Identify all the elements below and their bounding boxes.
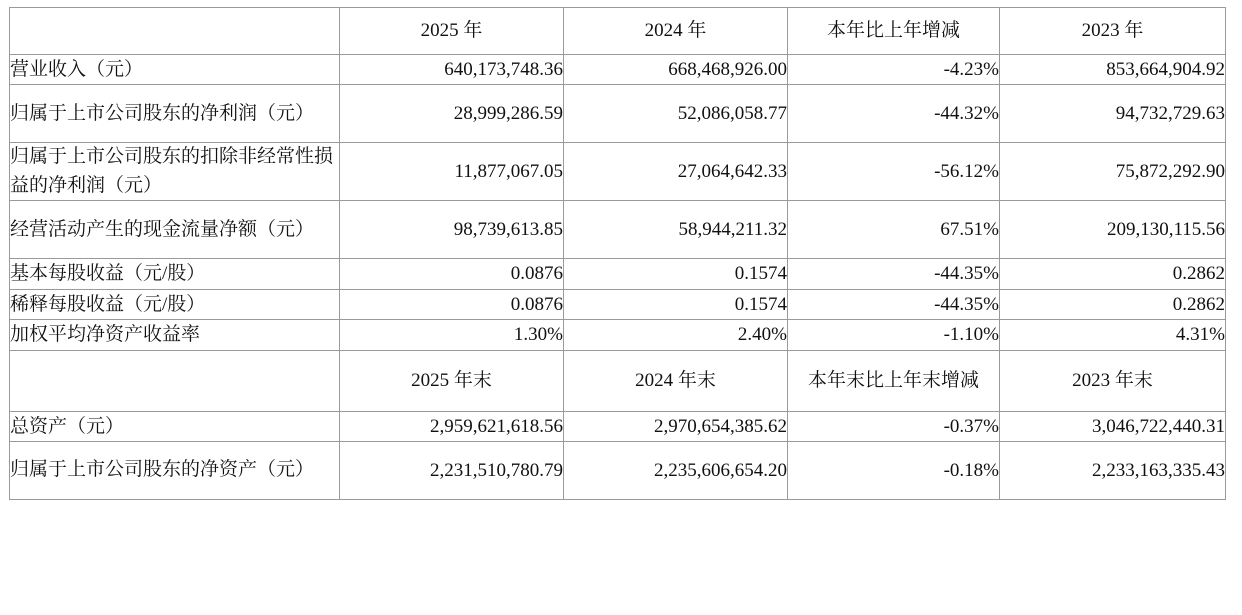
- cell-total-assets-2025: 2,959,621,618.56: [340, 411, 564, 441]
- mid-header-col-2023-end: 2023 年末: [1000, 350, 1226, 411]
- cell-revenue-2025: 640,173,748.36: [340, 55, 564, 85]
- mid-header-col-2025-end: 2025 年末: [340, 350, 564, 411]
- table-row: [10, 201, 1226, 259]
- cell-net-assets-2025: 2,231,510,780.79: [340, 442, 564, 500]
- cell-operating-cashflow-2025: 98,739,613.85: [340, 201, 564, 259]
- cell-net-profit-change: -44.32%: [788, 85, 1000, 143]
- cell-operating-cashflow-2023: 209,130,115.56: [1000, 201, 1226, 259]
- table-row: [10, 55, 1226, 85]
- cell-net-assets-2023: 2,233,163,335.43: [1000, 442, 1226, 500]
- row-label-revenue: 营业收入（元）: [10, 55, 340, 85]
- cell-total-assets-2024: 2,970,654,385.62: [564, 411, 788, 441]
- financial-summary-table: [9, 7, 1226, 500]
- cell-roe-change: -1.10%: [788, 320, 1000, 350]
- cell-roe-2025: 1.30%: [340, 320, 564, 350]
- cell-diluted-eps-2024: 0.1574: [564, 289, 788, 319]
- cell-net-profit-2025: 28,999,286.59: [340, 85, 564, 143]
- mid-header-col-change: 本年末比上年末增减: [788, 350, 1000, 411]
- cell-roe-2023: 4.31%: [1000, 320, 1226, 350]
- table-row: [10, 85, 1226, 143]
- table-header-row: [10, 8, 1226, 55]
- cell-total-assets-2023: 3,046,722,440.31: [1000, 411, 1226, 441]
- table-row: [10, 320, 1226, 350]
- table-row: [10, 143, 1226, 201]
- header-col-2025: 2025 年: [340, 8, 564, 55]
- mid-header-col-2024-end: 2024 年末: [564, 350, 788, 411]
- table-row: [10, 289, 1226, 319]
- cell-net-assets-2024: 2,235,606,654.20: [564, 442, 788, 500]
- cell-revenue-2024: 668,468,926.00: [564, 55, 788, 85]
- row-label-operating-cashflow: 经营活动产生的现金流量净额（元）: [10, 201, 340, 259]
- row-label-basic-eps: 基本每股收益（元/股）: [10, 259, 340, 289]
- header-col-2024: 2024 年: [564, 8, 788, 55]
- row-label-total-assets: 总资产（元）: [10, 411, 340, 441]
- cell-net-profit-excl-2024: 27,064,642.33: [564, 143, 788, 201]
- cell-diluted-eps-2023: 0.2862: [1000, 289, 1226, 319]
- cell-basic-eps-2025: 0.0876: [340, 259, 564, 289]
- cell-diluted-eps-2025: 0.0876: [340, 289, 564, 319]
- cell-revenue-2023: 853,664,904.92: [1000, 55, 1226, 85]
- mid-header-blank-cell: [10, 350, 340, 411]
- cell-operating-cashflow-change: 67.51%: [788, 201, 1000, 259]
- cell-net-profit-2024: 52,086,058.77: [564, 85, 788, 143]
- row-label-roe: 加权平均净资产收益率: [10, 320, 340, 350]
- cell-net-profit-excl-change: -56.12%: [788, 143, 1000, 201]
- cell-roe-2024: 2.40%: [564, 320, 788, 350]
- header-col-change: 本年比上年增减: [788, 8, 1000, 55]
- cell-net-profit-excl-2025: 11,877,067.05: [340, 143, 564, 201]
- cell-total-assets-change: -0.37%: [788, 411, 1000, 441]
- cell-basic-eps-2024: 0.1574: [564, 259, 788, 289]
- table-row: [10, 259, 1226, 289]
- row-label-diluted-eps: 稀释每股收益（元/股）: [10, 289, 340, 319]
- cell-basic-eps-2023: 0.2862: [1000, 259, 1226, 289]
- cell-diluted-eps-change: -44.35%: [788, 289, 1000, 319]
- header-blank-cell: [10, 8, 340, 55]
- header-col-2023: 2023 年: [1000, 8, 1226, 55]
- row-label-net-assets: 归属于上市公司股东的净资产（元）: [10, 442, 340, 500]
- cell-net-profit-excl-2023: 75,872,292.90: [1000, 143, 1226, 201]
- table-row: [10, 411, 1226, 441]
- cell-operating-cashflow-2024: 58,944,211.32: [564, 201, 788, 259]
- cell-revenue-change: -4.23%: [788, 55, 1000, 85]
- table-mid-header-row: [10, 350, 1226, 411]
- cell-basic-eps-change: -44.35%: [788, 259, 1000, 289]
- document-page: [0, 7, 1242, 615]
- table-row: [10, 442, 1226, 500]
- row-label-net-profit: 归属于上市公司股东的净利润（元）: [10, 85, 340, 143]
- row-label-net-profit-excl: 归属于上市公司股东的扣除非经常性损益的净利润（元）: [10, 143, 340, 201]
- cell-net-assets-change: -0.18%: [788, 442, 1000, 500]
- cell-net-profit-2023: 94,732,729.63: [1000, 85, 1226, 143]
